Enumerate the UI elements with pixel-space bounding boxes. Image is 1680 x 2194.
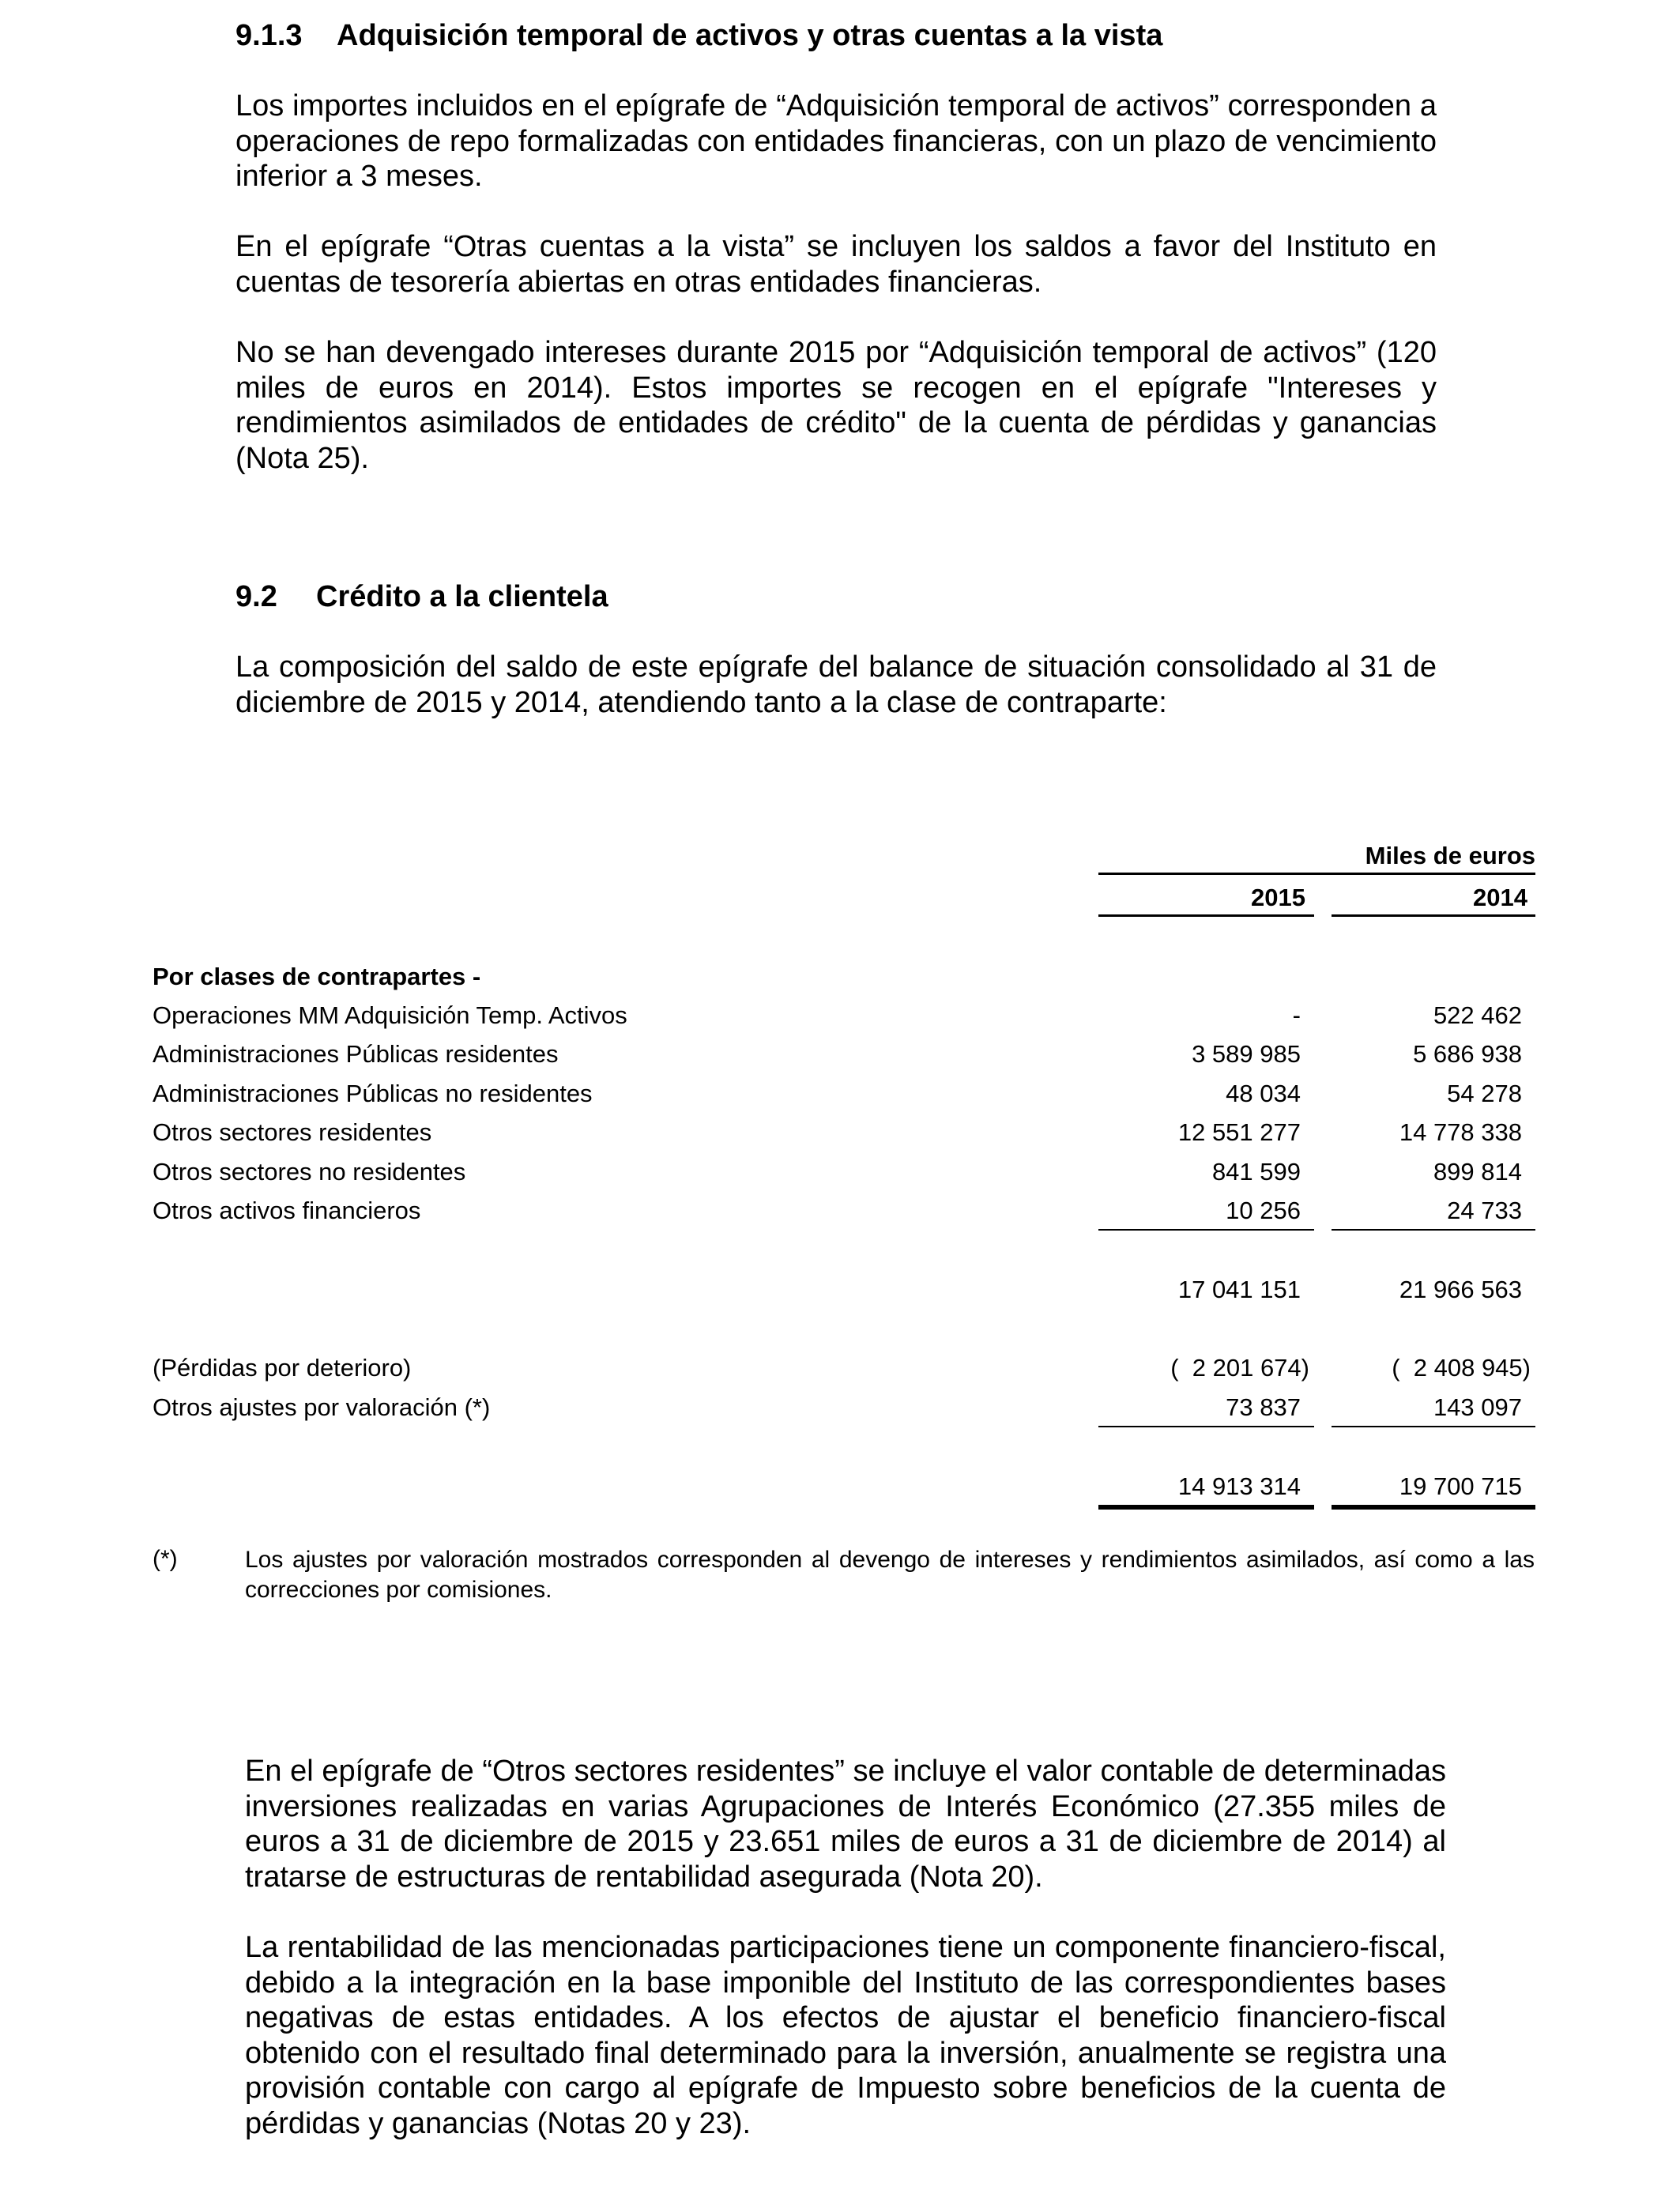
total-rule-2014: [1332, 1426, 1535, 1427]
column-rule-2015: [1098, 914, 1314, 917]
row-label: Otros sectores no residentes: [153, 1158, 466, 1186]
value-2014: 522 462: [1433, 1001, 1522, 1029]
column-rule-2014: [1332, 914, 1535, 917]
row-label: Operaciones MM Adquisición Temp. Activos: [153, 1001, 627, 1029]
row-label: Otros ajustes por valoración (*): [153, 1393, 491, 1421]
paragraph-cuentas-vista: En el epígrafe “Otras cuentas a la vista” se incluyen los saldos a favor del Instituto en cuentas de tesorería abiertas en otras entidades financieras.: [235, 230, 1437, 299]
paragraph-otros-sectores: En el epígrafe de “Otros sectores residentes” se incluye el valor contable de determinadas inversiones realizadas en varias Agrupaciones de Interés Económico (27.355 miles de euros a 31 de diciembre de 2015 y 23.651 miles de euros a 31 de diciembre de 2014) al tratarse de estructuras de rentabilidad asegurada (Nota 20).: [245, 1755, 1446, 1894]
table-row: [153, 1158, 1535, 1189]
section-number: 9.1.3: [235, 19, 303, 52]
subtotal-rule-2014: [1332, 1229, 1535, 1231]
footnote-text: Los ajustes por valoración mostrados corresponden al devengo de intereses y rendimientos asimilados, así como a las correcciones por comisiones.: [245, 1547, 1535, 1603]
column-header-2014: 2014: [1473, 884, 1527, 911]
value-2015: -: [1292, 1001, 1301, 1029]
table-row: [153, 1393, 1535, 1425]
section-title: Adquisición temporal de activos y otras cuentas a la vista: [337, 19, 1163, 52]
row-label: Otros activos financieros: [153, 1197, 421, 1224]
row-label: Administraciones Públicas no residentes: [153, 1080, 593, 1107]
subtotal-2015: 17 041 151: [1177, 1276, 1301, 1303]
value-2014: ( 2 408 945): [1392, 1354, 1531, 1382]
section-number: 9.2: [235, 580, 277, 613]
value-2014: 899 814: [1433, 1158, 1522, 1186]
paragraph-intereses: No se han devengado intereses durante 2015 por “Adquisición temporal de activos” (120 miles de euros en 2014). Estos importes se recogen en el epígrafe "Intereses y rendimientos asimilados de entidades de crédito" de la cuenta de pérdidas y ganancias (Nota 25).: [235, 336, 1437, 475]
paragraph-rentabilidad: La rentabilidad de las mencionadas participaciones tiene un componente financiero-fiscal, debido a la integración en la base imponible del Instituto de las correspondientes bases negativas de estas entidades. A los efectos de ajustar el beneficio financiero-fiscal obtenido con el resultado final determinado para la inversión, anualmente se registra una provisión contable con cargo al epígrafe de Impuesto sobre beneficios de la cuenta de pérdidas y ganancias (Notas 20 y 23).: [245, 1931, 1446, 2140]
group-heading: Por clases de contrapartes -: [153, 963, 481, 990]
section-title: Crédito a la clientela: [316, 580, 608, 613]
value-2014: 143 097: [1433, 1393, 1522, 1421]
table-row: [153, 1040, 1535, 1072]
value-2014: 24 733: [1447, 1197, 1522, 1224]
total-row: [153, 1472, 1535, 1504]
column-header-2015: 2015: [1251, 884, 1305, 911]
table-row: [153, 1354, 1535, 1385]
unit-header: Miles de euros: [1365, 842, 1535, 869]
section-heading-9-1-3: [235, 19, 1162, 53]
section-heading-9-2: [235, 580, 608, 614]
value-2014: 5 686 938: [1413, 1040, 1522, 1068]
table-row: [153, 1197, 1535, 1228]
value-2014: 14 778 338: [1399, 1118, 1522, 1146]
table-row: [153, 1080, 1535, 1111]
row-label: Administraciones Públicas residentes: [153, 1040, 559, 1068]
total-double-rule-2015: [1098, 1505, 1314, 1510]
row-label: (Pérdidas por deterioro): [153, 1354, 412, 1382]
footnote-mark: (*): [153, 1546, 178, 1572]
value-2015: 10 256: [1226, 1197, 1301, 1224]
total-double-rule-2014: [1332, 1505, 1535, 1510]
subtotal-2014: 21 966 563: [1399, 1276, 1522, 1303]
subtotal-row: [153, 1276, 1535, 1307]
total-2014: 19 700 715: [1399, 1472, 1522, 1500]
value-2014: 54 278: [1447, 1080, 1522, 1107]
total-rule-2015: [1098, 1426, 1314, 1427]
value-2015: 841 599: [1211, 1158, 1301, 1186]
table-row: [153, 1001, 1535, 1033]
header-rule: [1098, 873, 1535, 875]
value-2015: 12 551 277: [1177, 1118, 1301, 1146]
value-2015: 48 034: [1226, 1080, 1301, 1107]
table-row: [153, 1118, 1535, 1150]
subtotal-rule-2015: [1098, 1229, 1314, 1231]
total-2015: 14 913 314: [1177, 1472, 1301, 1500]
paragraph-composicion: La composición del saldo de este epígrafe del balance de situación consolidado al 31 de diciembre de 2015 y 2014, atendiendo tanto a la clase de contraparte:: [235, 650, 1437, 719]
value-2015: 73 837: [1226, 1393, 1301, 1421]
paragraph-repo: Los importes incluidos en el epígrafe de “Adquisición temporal de activos” corresponden a operaciones de repo formalizadas con entidades financieras, con un plazo de vencimiento inferior a 3 meses.: [235, 89, 1437, 193]
row-label: Otros sectores residentes: [153, 1118, 432, 1146]
value-2015: ( 2 201 674): [1170, 1354, 1309, 1382]
value-2015: 3 589 985: [1192, 1040, 1301, 1068]
